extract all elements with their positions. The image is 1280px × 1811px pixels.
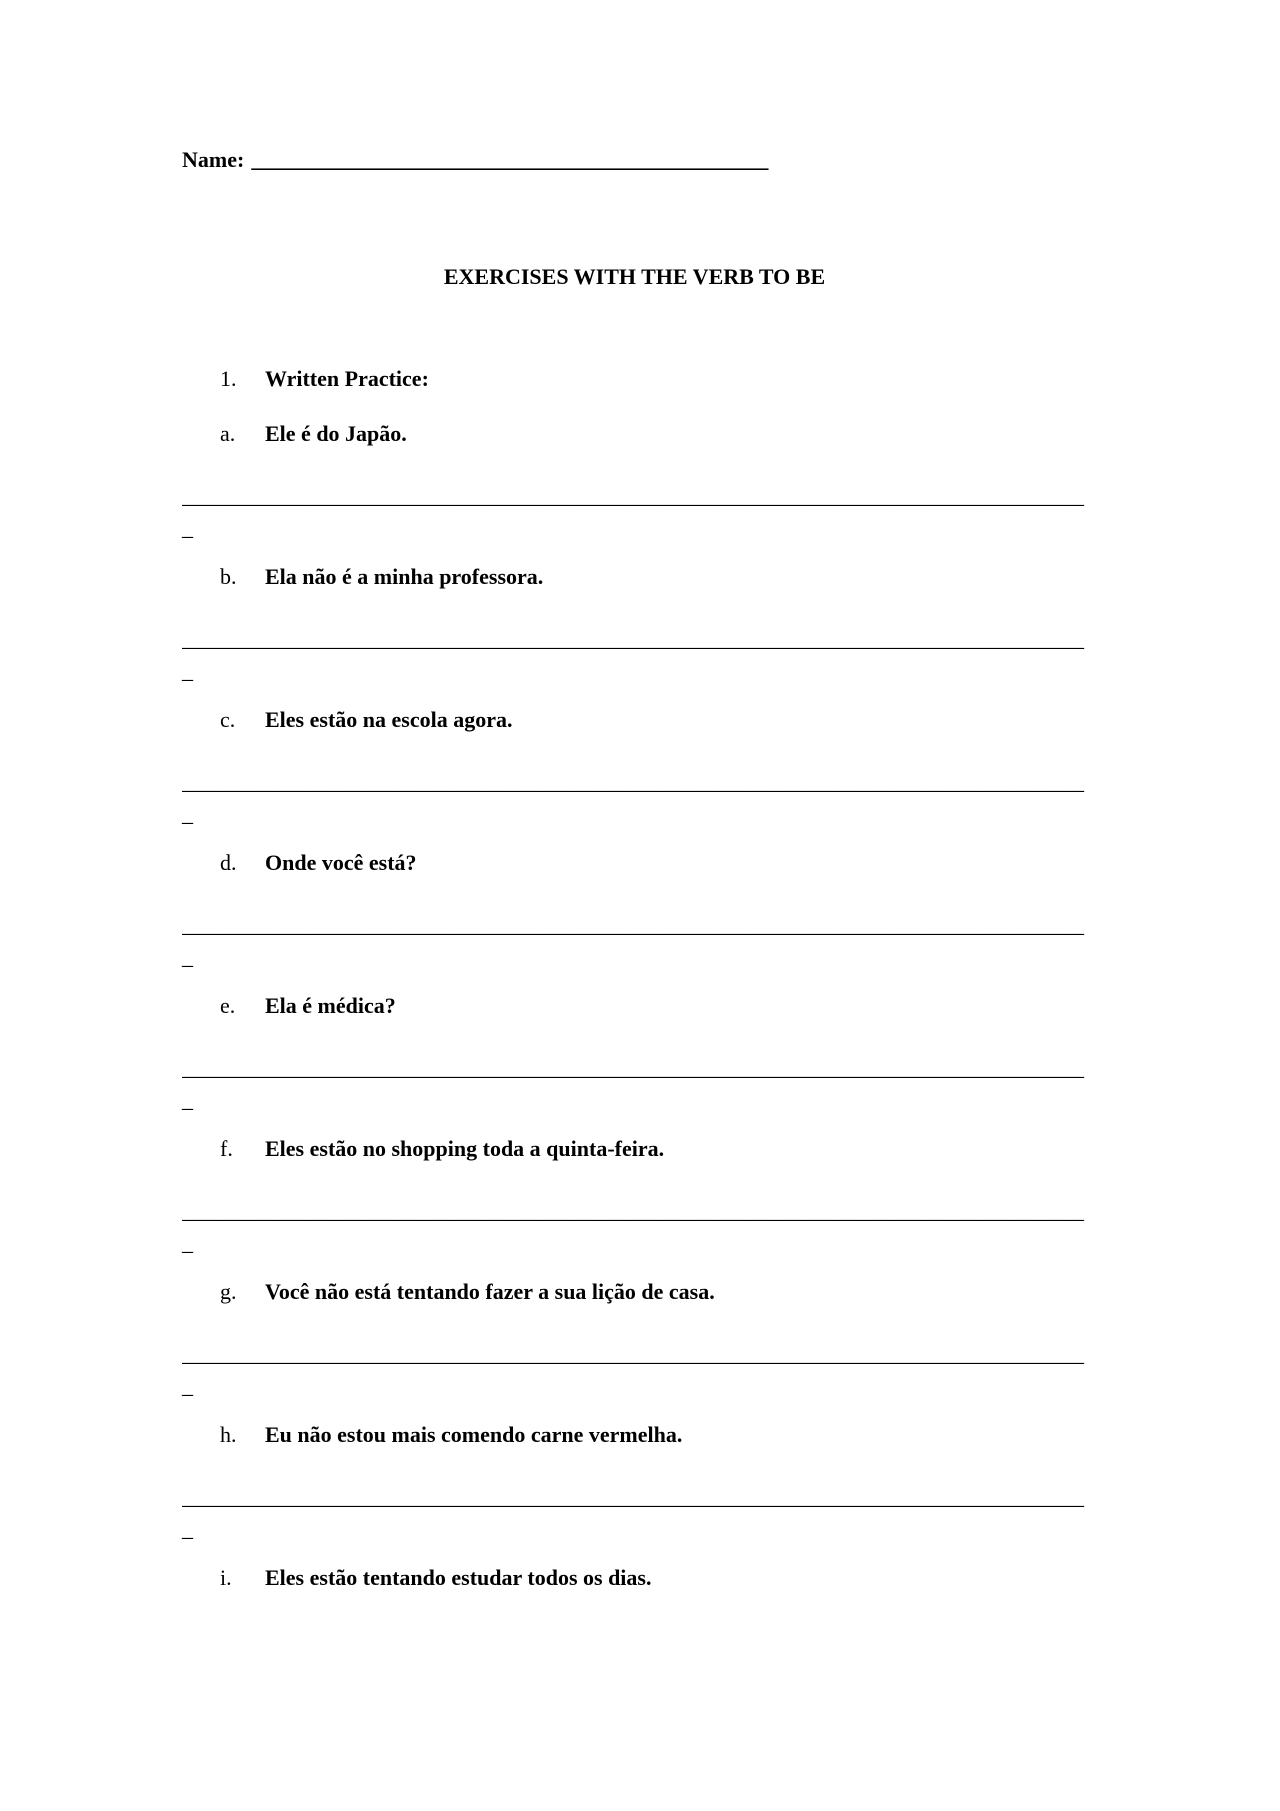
item-letter: g. [220, 1279, 237, 1304]
answer-line-overflow: _ [182, 1516, 193, 1541]
item-letter: d. [220, 850, 237, 875]
answer-line: __________________________________________________________________________________ [182, 483, 1084, 508]
item-letter: f. [220, 1136, 233, 1161]
item-text: Eles estão no shopping toda a quinta-feira. [265, 1136, 665, 1161]
item-text: Eles estão tentando estudar todos os dias. [265, 1565, 652, 1590]
exercise-number: 1. [220, 366, 237, 391]
item-letter: b. [220, 564, 237, 589]
name-blank: _______________________________________________ [251, 147, 769, 172]
item-text: Ele é do Japão. [265, 421, 407, 446]
item-text: Você não está tentando fazer a sua lição de casa. [265, 1279, 715, 1304]
answer-line: __________________________________________________________________________________ [182, 912, 1084, 937]
item-text: Ela é médica? [265, 993, 396, 1018]
exercise-heading: Written Practice: [265, 366, 429, 391]
name-label: Name: [182, 147, 245, 172]
item-letter: a. [220, 421, 236, 446]
exercise-item-h [182, 1421, 1087, 1449]
answer-line-overflow: _ [182, 801, 193, 826]
item-letter: h. [220, 1422, 237, 1447]
exercise-heading-row [182, 365, 1087, 393]
answer-line-overflow: _ [182, 515, 193, 540]
answer-line: __________________________________________________________________________________ [182, 1198, 1084, 1223]
exercise-item-d [182, 849, 1087, 877]
exercise-item-f [182, 1135, 1087, 1163]
exercise-item-b [182, 563, 1087, 591]
exercise-item-g [182, 1278, 1087, 1306]
answer-line-overflow: _ [182, 1087, 193, 1112]
item-text: Eu não estou mais comendo carne vermelha. [265, 1422, 683, 1447]
answer-line: __________________________________________________________________________________ [182, 1055, 1084, 1080]
exercise-item-i [182, 1564, 1087, 1592]
answer-line: __________________________________________________________________________________ [182, 626, 1084, 651]
item-letter: i. [220, 1565, 232, 1590]
answer-line-overflow: _ [182, 944, 193, 969]
answer-line-overflow: _ [182, 1373, 193, 1398]
exercise-item-a [182, 420, 1087, 448]
exercise-item-c [182, 706, 1087, 734]
item-text: Onde você está? [265, 850, 417, 875]
item-letter: c. [220, 707, 236, 732]
item-text: Eles estão na escola agora. [265, 707, 513, 732]
item-letter: e. [220, 993, 236, 1018]
name-row [182, 146, 1087, 174]
answer-line-overflow: _ [182, 658, 193, 683]
exercise-item-e [182, 992, 1087, 1020]
answer-line: __________________________________________________________________________________ [182, 769, 1084, 794]
item-text: Ela não é a minha professora. [265, 564, 544, 589]
answer-line-overflow: _ [182, 1230, 193, 1255]
worksheet-title: EXERCISES WITH THE VERB TO BE [443, 264, 826, 289]
answer-line: __________________________________________________________________________________ [182, 1341, 1084, 1366]
answer-line: __________________________________________________________________________________ [182, 1484, 1084, 1509]
